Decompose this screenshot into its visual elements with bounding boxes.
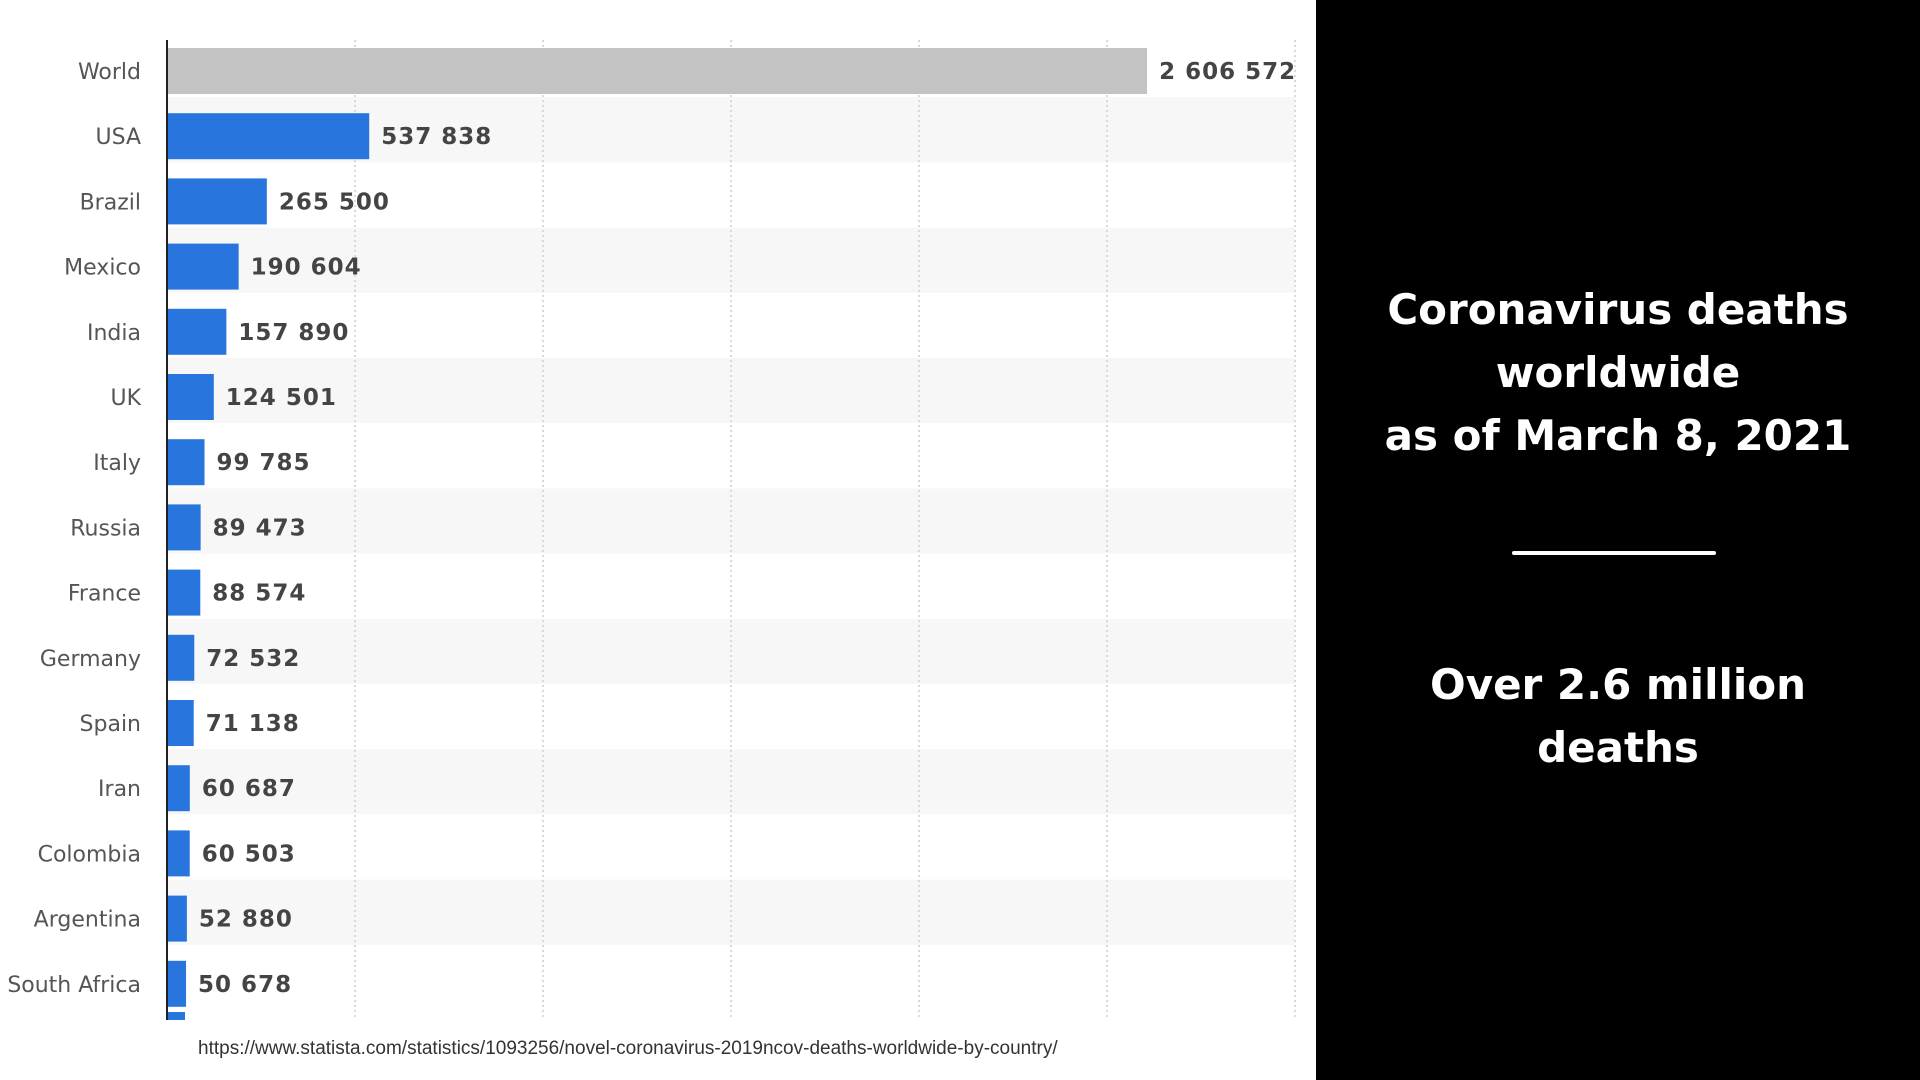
category-label: Brazil bbox=[79, 190, 141, 216]
bar-world bbox=[167, 48, 1147, 94]
value-label: 537 838 bbox=[381, 124, 493, 151]
category-label: France bbox=[67, 581, 141, 607]
value-label: 157 890 bbox=[238, 319, 350, 346]
bar-germany bbox=[167, 635, 194, 681]
value-label: 124 501 bbox=[225, 385, 337, 411]
bar-uk bbox=[167, 374, 214, 420]
bar-mexico bbox=[167, 244, 239, 290]
value-label: 89 473 bbox=[212, 515, 307, 542]
category-label: Iran bbox=[98, 777, 141, 803]
bar-partial bbox=[167, 1012, 185, 1020]
bar-russia bbox=[167, 504, 201, 550]
value-label: 190 604 bbox=[250, 254, 362, 281]
value-label: 71 138 bbox=[205, 711, 300, 737]
value-label: 2 606 572 bbox=[1159, 59, 1297, 85]
bar-brazil bbox=[167, 178, 267, 224]
category-label: India bbox=[87, 320, 141, 346]
bar-spain bbox=[167, 700, 194, 746]
divider bbox=[1512, 551, 1716, 555]
category-label: Germany bbox=[39, 646, 141, 672]
value-label: 88 574 bbox=[212, 580, 307, 607]
value-label: 50 678 bbox=[198, 971, 293, 998]
category-label: South Africa bbox=[7, 972, 141, 998]
bar-france bbox=[167, 570, 200, 616]
value-label: 72 532 bbox=[206, 645, 301, 672]
bar-argentina bbox=[167, 896, 187, 942]
category-label: Russia bbox=[70, 516, 141, 542]
bar-usa bbox=[167, 113, 369, 159]
category-label: Italy bbox=[93, 451, 141, 477]
side-highlight: Over 2.6 million deaths bbox=[1429, 660, 1807, 772]
source-link[interactable]: https://www.statista.com/statistics/1093256/novel-coronavirus-2019ncov-deaths-worldwide-by-country/ bbox=[198, 1038, 1058, 1059]
value-label: 265 500 bbox=[278, 189, 390, 216]
category-label: World bbox=[77, 60, 141, 85]
side-title: Coronavirus deaths worldwide as of March 8, 2021 bbox=[1384, 285, 1852, 460]
value-label: 60 503 bbox=[201, 841, 296, 868]
bar-south-africa bbox=[167, 961, 186, 1007]
category-label: USA bbox=[95, 125, 141, 151]
category-label: Argentina bbox=[33, 907, 141, 933]
bar-colombia bbox=[167, 830, 190, 876]
category-label: Mexico bbox=[64, 255, 141, 281]
bar-italy bbox=[167, 439, 205, 485]
category-label: Colombia bbox=[37, 842, 141, 868]
category-label: UK bbox=[110, 386, 141, 411]
bar-india bbox=[167, 309, 226, 355]
category-label: Spain bbox=[79, 712, 141, 737]
value-label: 60 687 bbox=[201, 776, 296, 803]
value-label: 99 785 bbox=[216, 450, 311, 477]
side-panel bbox=[1316, 0, 1920, 1080]
bar-iran bbox=[167, 765, 190, 811]
value-label: 52 880 bbox=[198, 906, 293, 933]
